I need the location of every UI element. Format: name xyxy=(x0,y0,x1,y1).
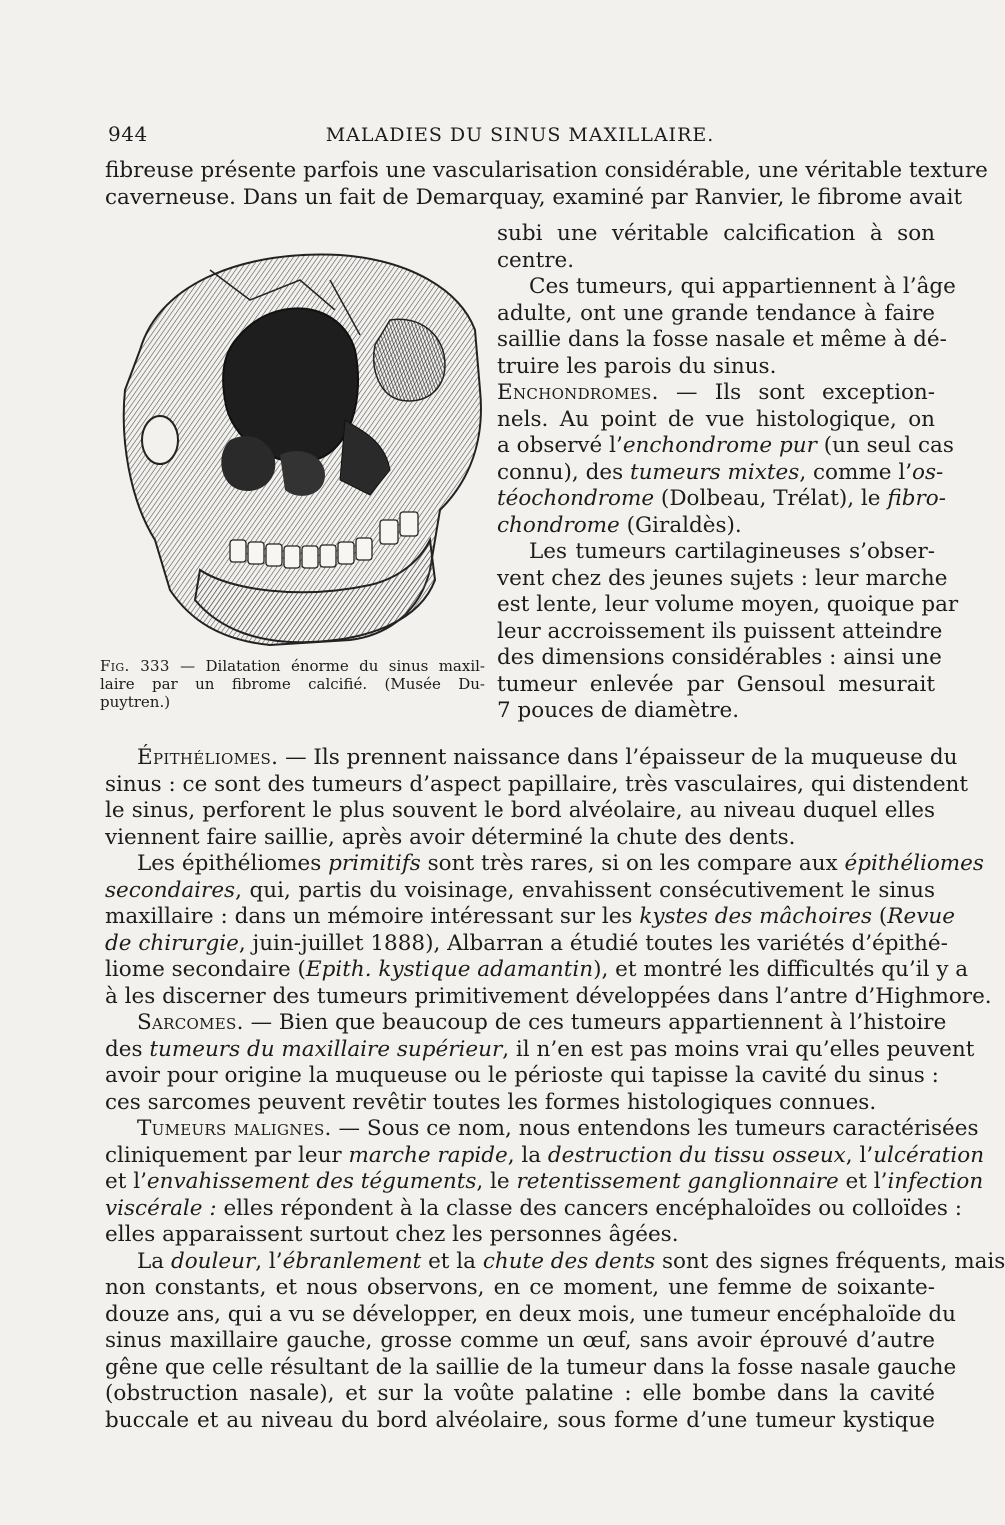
text-line: des tumeurs du maxillaire supérieur, il n’en est pas moins vrai qu’elles peuvent xyxy=(105,1036,975,1062)
text-line: Les épithéliomes primitifs sont très rares, si on les compare aux épithéliomes xyxy=(137,851,984,876)
text-line: (obstruction nasale), et sur la voûte palatine : elle bombe dans la cavité xyxy=(105,1381,935,1406)
text-line: cliniquement par leur marche rapide, la destruction du tissu osseux, l’ulcération xyxy=(105,1142,985,1168)
text-line: chondrome (Giraldès). xyxy=(497,512,742,538)
text-line: Enchondromes. — Ils sont exception- xyxy=(497,380,935,405)
text-line: connu), des tumeurs mixtes, comme l’os- xyxy=(497,459,944,485)
caption-line: laire par un fibrome calcifié. (Musée Du- xyxy=(100,675,485,693)
text-line: caverneuse. Dans un fait de Demarquay, examiné par Ranvier, le fibrome avait xyxy=(105,184,963,210)
text-line: ces sarcomes peuvent revêtir toutes les formes histologiques connues. xyxy=(105,1089,877,1115)
text-line: gêne que celle résultant de la saillie de la tumeur dans la fosse nasale gauche xyxy=(105,1354,957,1380)
text-line: elles apparaissent surtout chez les personnes âgées. xyxy=(105,1222,679,1247)
text-line: tumeur enlevée par Gensoul mesurait xyxy=(497,671,935,697)
text-line: adulte, ont une grande tendance à faire xyxy=(497,300,935,326)
caption-line: puytren.) xyxy=(100,693,171,711)
text-line: fibreuse présente parfois une vascularisation considérable, une véritable texture xyxy=(105,158,988,183)
text-line: sinus maxillaire gauche, grosse comme un œuf, sans avoir éprouvé d’autre xyxy=(105,1328,935,1353)
text-line: viennent faire saillie, après avoir déterminé la chute des dents. xyxy=(105,824,796,850)
text-line: 7 pouces de diamètre. xyxy=(497,698,740,723)
top-paragraph xyxy=(105,158,988,211)
text-line: vent chez des jeunes sujets : leur marche xyxy=(497,565,948,591)
text-line: et l’envahissement des téguments, le retentissement ganglionnaire et l’infection xyxy=(105,1169,984,1194)
text-line: Ces tumeurs, qui appartiennent à l’âge xyxy=(529,274,956,299)
text-line: avoir pour origine la muqueuse ou le périoste qui tapisse la cavité du sinus : xyxy=(105,1063,939,1088)
figure-caption: Fig. 333 — Dilatation énorme du sinus maxil- laire par un fibrome calcifié. (Musée Du- puytren.) xyxy=(100,657,485,711)
text-line: buccale et au niveau du bord alvéolaire, sous forme d’une tumeur kystique xyxy=(105,1407,935,1433)
figure-label: Fig. 333 xyxy=(100,657,170,675)
text-line: Tumeurs malignes. — Sous ce nom, nous entendons les tumeurs caractérisées xyxy=(137,1116,979,1141)
text-line: maxillaire : dans un mémoire intéressant sur les kystes des mâchoires (Revue xyxy=(105,904,955,929)
skull-engraving-figure xyxy=(100,240,490,660)
text-line: liome secondaire (Epith. kystique adamantin), et montré les difficultés qu’il y a xyxy=(105,957,969,982)
text-line: douze ans, qui a vu se développer, en deux mois, une tumeur encéphaloïde du xyxy=(105,1301,957,1327)
text-line: La douleur, l’ébranlement et la chute des dents sont des signes fréquents, mais xyxy=(137,1248,1005,1274)
text-line: a observé l’enchondrome pur (un seul cas xyxy=(497,433,954,458)
text-line: sinus : ce sont des tumeurs d’aspect papillaire, très vasculaires, qui distendent xyxy=(105,771,969,797)
section-heading-tumeurs-malignes: Tumeurs malignes. xyxy=(137,1116,332,1141)
text-line: centre. xyxy=(497,247,575,273)
text-line: Sarcomes. — Bien que beaucoup de ces tumeurs appartiennent à l’histoire xyxy=(137,1010,947,1035)
page-number: 944 xyxy=(108,122,148,146)
text-line: subi une véritable calcification à son xyxy=(497,221,935,246)
running-title: MALADIES DU SINUS MAXILLAIRE. xyxy=(325,124,715,146)
text-line: saillie dans la fosse nasale et même à dé- xyxy=(497,327,947,352)
text-line: Épithéliomes. — Ils prennent naissance dans l’épaisseur de la muqueuse du xyxy=(137,745,958,770)
text-line: Les tumeurs cartilagineuses s’obser- xyxy=(529,539,935,564)
text-line: truire les parois du sinus. xyxy=(497,353,777,379)
text-line: de chirurgie, juin-juillet 1888), Albarran a étudié toutes les variétés d’épithé- xyxy=(105,930,948,956)
text-line: nels. Au point de vue histologique, on xyxy=(497,406,935,432)
text-line: des dimensions considérables : ainsi une xyxy=(497,645,942,670)
text-line: non constants, et nous observons, en ce moment, une femme de soixante- xyxy=(105,1275,935,1300)
text-line: téochondrome (Dolbeau, Trélat), le fibro- xyxy=(497,486,946,511)
right-column xyxy=(497,221,959,725)
text-line: à les discerner des tumeurs primitivement développées dans l’antre d’Highmore. xyxy=(105,983,992,1009)
main-body xyxy=(105,745,1005,1434)
section-heading-sarcomes: Sarcomes. xyxy=(137,1010,244,1035)
text-line: est lente, leur volume moyen, quoique par xyxy=(497,592,959,617)
text-line: secondaires, qui, partis du voisinage, envahissent consécutivement le sinus xyxy=(105,877,935,903)
text-line: le sinus, perforent le plus souvent le bord alvéolaire, au niveau duquel elles xyxy=(105,798,935,823)
text-line: leur accroissement ils puissent atteindre xyxy=(497,618,943,644)
section-heading-enchondromes: Enchondromes. xyxy=(497,380,659,405)
section-heading-epitheliomes: Épithéliomes. xyxy=(137,745,279,770)
text-line: viscérale : elles répondent à la classe des cancers encéphaloïdes ou colloïdes : xyxy=(105,1195,962,1221)
